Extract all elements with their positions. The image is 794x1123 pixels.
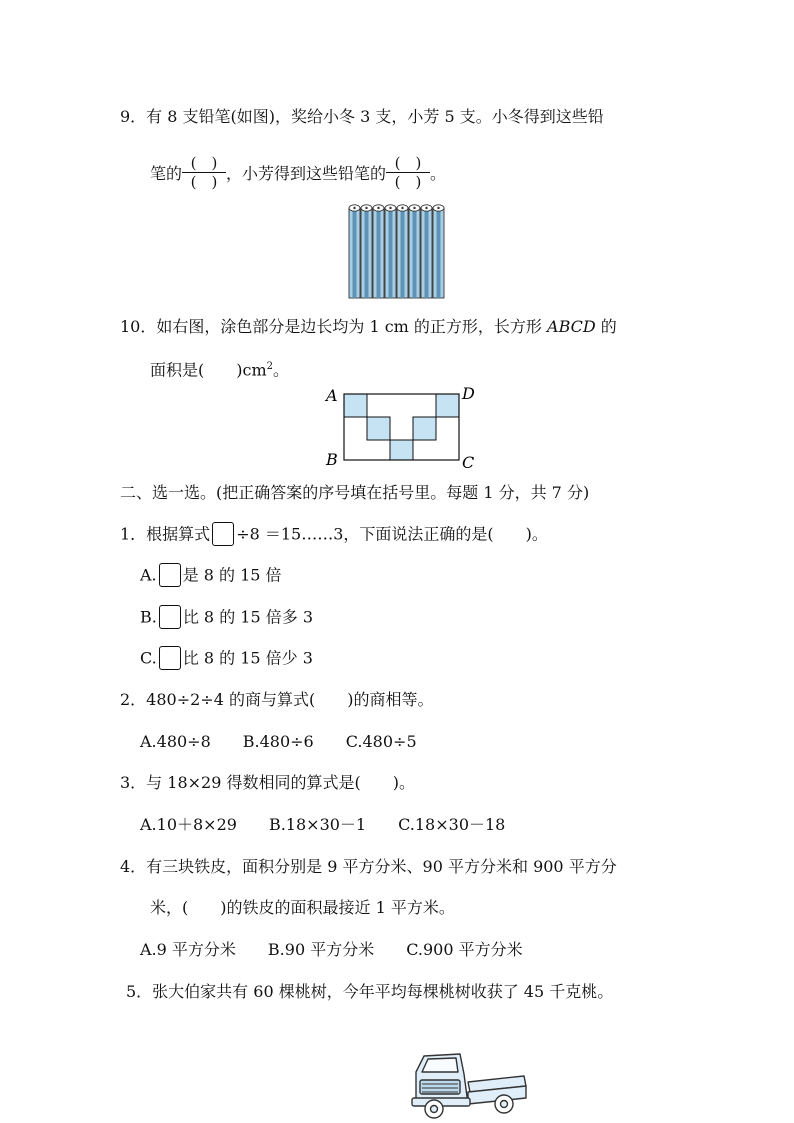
q2-stem: 2．480÷2÷4 的商与算式( )的商相等。 — [120, 690, 434, 709]
q2-option-a[interactable]: A.480÷8 — [140, 732, 211, 751]
q2-options — [140, 731, 449, 753]
pencil — [349, 205, 360, 298]
square-2 — [367, 417, 390, 440]
q1-stem: 1．根据算式 ÷8 ＝15……3，下面说法正确的是( )。 — [120, 523, 548, 547]
q1-option-a[interactable]: A. 是 8 的 15 倍 — [140, 564, 282, 588]
label-d: D — [462, 384, 475, 403]
q4-option-b[interactable]: B.90 平方分米 — [267, 940, 375, 959]
q5-stem: 5．张大伯家共有 60 棵桃树，今年平均每棵桃树收获了 45 千克桃。 — [126, 982, 614, 1001]
q4-option-c[interactable]: C.900 平方分米 — [406, 940, 523, 959]
q10-line1: 10．如右图，涂色部分是边长均为 1 cm 的正方形，长方形 ABCD 的 — [120, 317, 617, 336]
square-5 — [436, 394, 459, 417]
pencil — [373, 205, 384, 298]
q4-option-a[interactable]: A.9 平方分米 — [140, 940, 236, 959]
rect-abcd-name: ABCD — [547, 317, 596, 336]
square-4 — [413, 417, 436, 440]
truck-windshield — [422, 1058, 458, 1072]
q9-fraction-blank-2[interactable]: $\frac{( )}{( )}$ — [386, 155, 430, 190]
q10-line2: 面积是( )$cm^2$。 — [150, 360, 290, 380]
q9-line2 — [150, 154, 447, 192]
label-c: C — [462, 453, 475, 470]
q3-option-a[interactable]: A.10＋8×29 — [140, 815, 237, 834]
q4-line1: 4．有三块铁皮，面积分别是 9 平方分米、90 平方分米和 900 平方分 — [120, 857, 617, 876]
q3-options — [140, 814, 537, 836]
unknown-box — [159, 646, 181, 670]
unknown-box — [159, 563, 181, 587]
q3-option-c[interactable]: C.18×30－18 — [398, 815, 506, 834]
q9-line1: 9．有 8 支铅笔(如图)，奖给小冬 3 支，小芳 5 支。小冬得到这些铅 — [120, 107, 604, 126]
pencil-bundle-figure — [345, 200, 455, 302]
pencil — [361, 205, 372, 298]
q2-option-b[interactable]: B.480÷6 — [242, 732, 314, 751]
pencil — [397, 205, 408, 298]
section-2-title: 二、选一选。(把正确答案的序号填在括号里。每题 1 分，共 7 分) — [120, 483, 590, 502]
q1-option-c[interactable]: C. 比 8 的 15 倍少 3 — [140, 647, 313, 671]
truck-illustration — [404, 1046, 532, 1120]
q4-line2: 米，( )的铁皮的面积最接近 1 平方米。 — [150, 898, 455, 917]
pencil — [421, 205, 432, 298]
q3-option-b[interactable]: B.18×30－1 — [268, 815, 367, 834]
q1-option-b[interactable]: B. 比 8 的 15 倍多 3 — [140, 606, 313, 630]
q9-text-c: 。 — [430, 164, 447, 183]
pencil — [409, 205, 420, 298]
q2-option-c[interactable]: C.480÷5 — [345, 732, 417, 751]
q9-text-a: 笔的 — [150, 164, 183, 183]
q3-stem: 3．与 18×29 得数相同的算式是( )。 — [120, 773, 415, 792]
label-b: B — [326, 450, 338, 469]
q4-options — [140, 939, 555, 961]
square-3 — [390, 440, 413, 460]
rectangle-abcd-figure — [320, 384, 480, 470]
q9-fraction-blank-1[interactable]: $\frac{( )}{( )}$ — [182, 155, 226, 190]
pencil — [385, 205, 396, 298]
unknown-box — [159, 605, 181, 629]
label-a: A — [326, 386, 338, 405]
square-1 — [344, 394, 367, 417]
pencil — [433, 205, 444, 298]
unknown-box[interactable] — [212, 522, 234, 546]
q9-text-b: ，小芳得到这些铅笔的 — [226, 164, 387, 183]
